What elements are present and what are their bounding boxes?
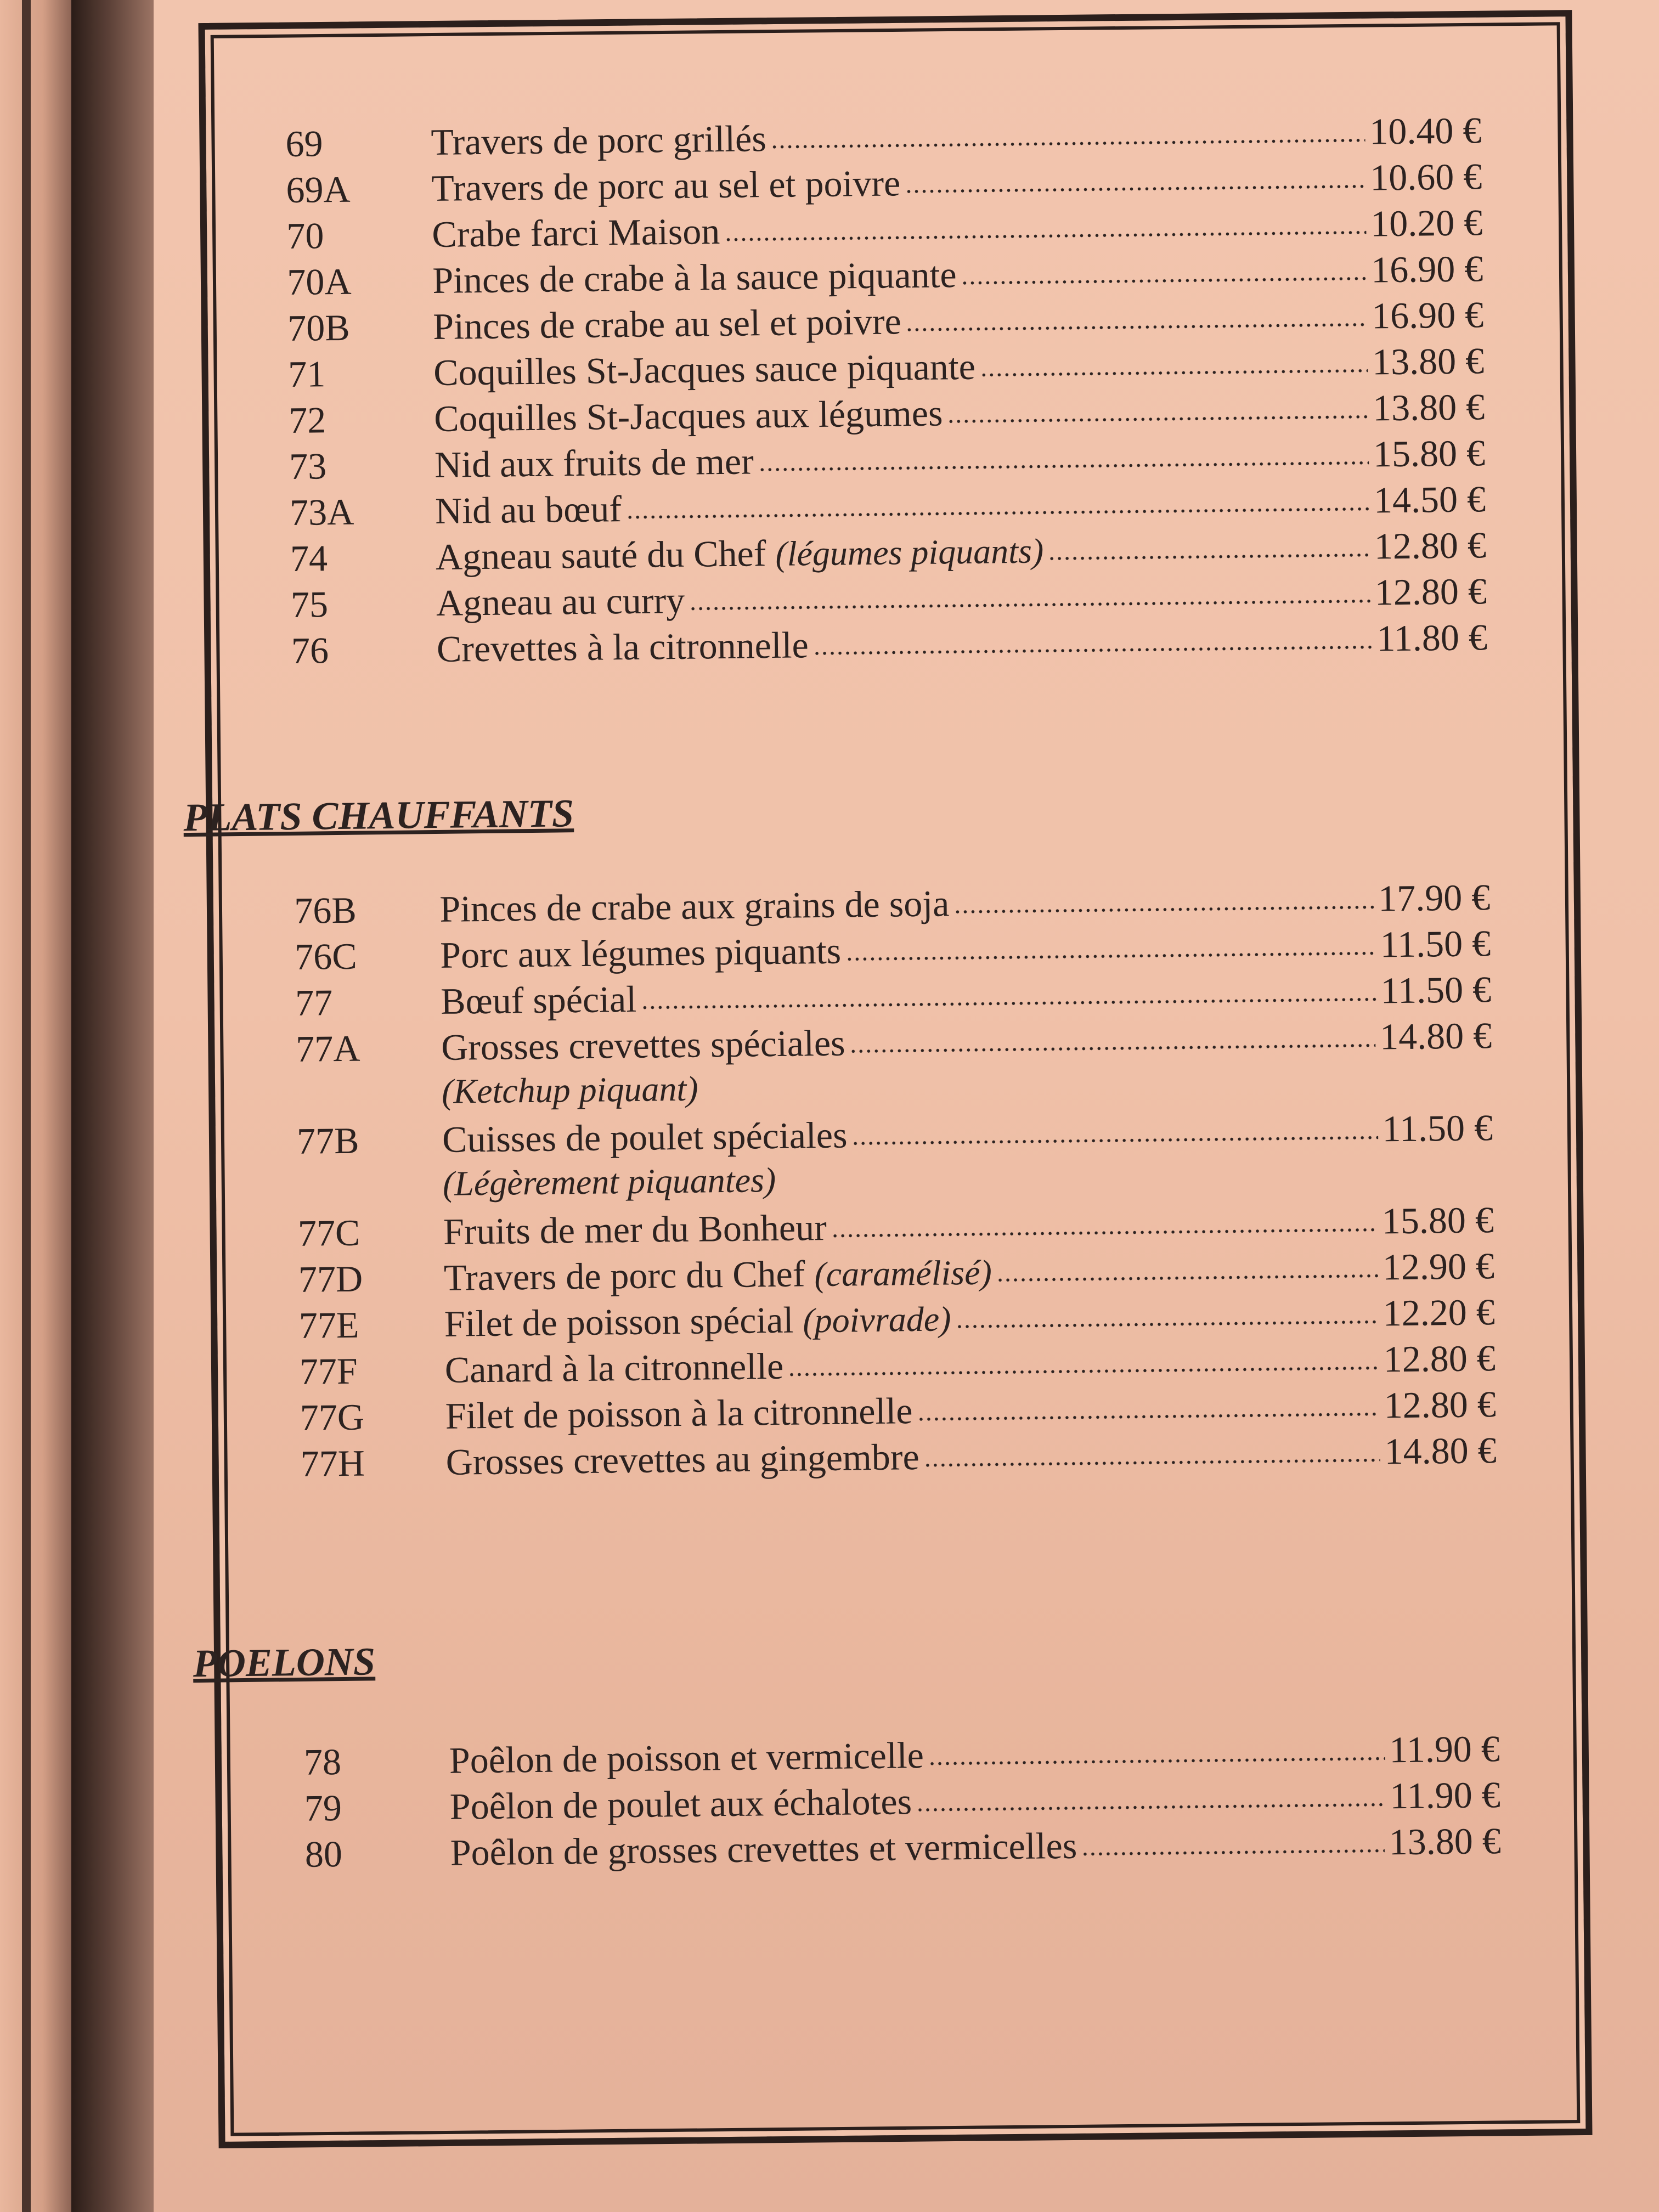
item-price: 12.80 € [1374, 524, 1487, 567]
item-name-text: Nid au bœuf [435, 488, 622, 532]
dot-leader [905, 183, 1365, 196]
item-name-text: Bœuf spécial [440, 978, 637, 1022]
item-name-text: Grosses crevettes au gingembre [445, 1436, 920, 1483]
dot-leader [917, 1410, 1380, 1424]
item-name-text: Agneau au curry [436, 579, 685, 624]
item-number: 73A [289, 490, 354, 533]
item-number: 70A [286, 260, 352, 303]
item-name [441, 1020, 845, 1070]
dot-leader [831, 1226, 1378, 1240]
item-name [431, 160, 901, 211]
dot-leader [641, 996, 1376, 1012]
item-name-text: Porc aux légumes piquants [439, 929, 842, 976]
item-number: 72 [288, 399, 326, 441]
item-name-text: Coquilles St-Jacques sauce piquante [433, 345, 976, 393]
item-subnote: (Légèrement piquantes) [442, 1160, 776, 1203]
dot-leader [996, 1272, 1378, 1284]
item-price: 11.90 € [1389, 1774, 1501, 1817]
dish-list-plats-chauffants [294, 874, 1497, 1487]
item-number: 77E [298, 1304, 359, 1346]
item-number: 75 [290, 583, 329, 625]
item-name [435, 438, 754, 488]
item-name [449, 1778, 912, 1830]
item-name [442, 1112, 848, 1163]
dot-leader [1081, 1847, 1385, 1858]
item-price: 14.50 € [1373, 478, 1486, 521]
item-name-text: Filet de poisson à la citronnelle [445, 1390, 913, 1437]
item-price: 13.80 € [1372, 386, 1485, 429]
item-name-text: Poêlon de poisson et vermicelle [449, 1734, 924, 1781]
item-price: 11.50 € [1380, 922, 1491, 966]
item-name-text: Travers de porc du Chef [443, 1252, 805, 1299]
item-name [435, 486, 622, 534]
item-name [450, 1822, 1077, 1876]
item-name-text: Fruits de mer du Bonheur [443, 1206, 827, 1252]
item-number: 77C [297, 1211, 360, 1254]
item-price: 12.80 € [1384, 1383, 1497, 1426]
dot-leader [961, 275, 1367, 287]
dot-leader [953, 904, 1374, 916]
item-name [436, 577, 685, 626]
item-price: 10.40 € [1369, 109, 1482, 153]
item-price: 10.20 € [1370, 201, 1483, 245]
item-name [449, 1732, 924, 1784]
dot-leader [947, 413, 1369, 426]
dot-leader [845, 950, 1376, 963]
dot-leader [788, 1364, 1379, 1379]
item-name [445, 1434, 919, 1485]
menu-binding-gutter [71, 0, 154, 2212]
item-price: 12.80 € [1383, 1337, 1496, 1380]
adjacent-page-edge [0, 0, 71, 2212]
item-price: 16.90 € [1370, 247, 1483, 291]
item-name-text: Canard à la citronnelle [444, 1345, 784, 1391]
item-number: 71 [287, 353, 326, 395]
item-name [443, 1249, 992, 1302]
item-name [436, 622, 809, 672]
item-number: 76C [294, 935, 358, 978]
dot-leader [916, 1801, 1385, 1814]
item-price: 12.20 € [1383, 1291, 1496, 1334]
item-price: 15.80 € [1381, 1199, 1494, 1242]
item-price: 11.80 € [1376, 616, 1488, 659]
item-price: 10.60 € [1369, 155, 1482, 199]
section-title-plats-chauffants: PLATS CHAUFFANTS [183, 791, 574, 840]
dot-leader [758, 459, 1369, 474]
item-number: 70B [287, 306, 351, 349]
item-name [431, 115, 766, 165]
item-price: 11.50 € [1382, 1107, 1493, 1150]
item-number: 69 [285, 122, 323, 165]
item-name-text: Pinces de crabe au sel et poivre [432, 300, 902, 347]
dot-leader [626, 505, 1369, 521]
item-name-text: Nid aux fruits de mer [434, 440, 754, 486]
item-number: 77F [299, 1350, 358, 1392]
item-name [436, 527, 1044, 581]
item-number: 73 [289, 445, 327, 487]
dot-leader [906, 321, 1368, 334]
item-name-text: Pinces de crabe à la sauce piquante [432, 253, 957, 301]
item-note: (poivrade) [802, 1299, 951, 1340]
item-price: 14.80 € [1379, 1014, 1492, 1058]
item-number: 77G [300, 1396, 365, 1438]
item-name [434, 390, 943, 442]
item-name-text: Cuisses de poulet spéciales [442, 1114, 848, 1160]
item-name-text: Agneau sauté du Chef [435, 532, 766, 578]
item-name-text: Filet de poisson spécial [444, 1299, 794, 1345]
item-price: 12.80 € [1374, 570, 1487, 613]
item-name [433, 298, 901, 349]
item-number: 80 [304, 1833, 343, 1875]
item-number: 77H [300, 1442, 365, 1485]
dot-leader [771, 137, 1365, 151]
item-number: 78 [303, 1741, 342, 1783]
dot-leader [924, 1457, 1380, 1469]
dot-leader [850, 1042, 1376, 1056]
dish-list-group-1 [285, 107, 1487, 674]
item-name [432, 208, 720, 257]
item-name [440, 928, 842, 978]
item-name [432, 251, 957, 303]
item-price: 13.80 € [1389, 1820, 1502, 1863]
dot-leader [813, 644, 1373, 658]
item-number: 77 [295, 981, 333, 1024]
dot-leader [928, 1754, 1385, 1767]
item-price: 11.90 € [1389, 1728, 1500, 1771]
item-name [443, 1204, 827, 1255]
item-note: (légumes piquants) [775, 531, 1044, 573]
item-price: 16.90 € [1371, 294, 1484, 337]
item-number: 74 [290, 537, 328, 579]
item-number: 76B [294, 889, 357, 932]
item-price: 11.50 € [1380, 968, 1492, 1012]
item-number: 77B [296, 1119, 359, 1162]
item-number: 77D [298, 1257, 363, 1300]
item-name-text: Coquilles St-Jacques aux légumes [433, 392, 943, 439]
item-number: 79 [304, 1787, 342, 1829]
item-name-text: Travers de porc grillés [431, 117, 767, 163]
dot-leader [689, 597, 1370, 613]
item-number: 69A [285, 168, 351, 211]
item-price: 17.90 € [1378, 876, 1491, 919]
item-name-text: Poêlon de poulet aux échalotes [449, 1780, 912, 1827]
item-name [439, 880, 950, 932]
dish-list-poelons [303, 1725, 1501, 1877]
dot-leader [852, 1134, 1378, 1148]
item-number: 76 [291, 629, 329, 672]
item-name [433, 343, 976, 396]
item-subnote: (Ketchup piquant) [441, 1069, 698, 1111]
item-price: 12.90 € [1382, 1245, 1495, 1288]
item-note: (caramélisé) [814, 1252, 992, 1294]
item-name-text: Poêlon de grosses crevettes et vermicelles [450, 1824, 1077, 1874]
item-price: 14.80 € [1384, 1429, 1497, 1472]
menu-content [183, 107, 1502, 1877]
dot-leader [980, 367, 1368, 379]
item-name [444, 1295, 951, 1347]
item-name [445, 1387, 913, 1439]
item-name-text: Crabe farci Maison [431, 210, 720, 255]
item-price: 13.80 € [1372, 340, 1485, 383]
item-name-text: Grosses crevettes spéciales [441, 1022, 845, 1068]
dot-leader [1048, 551, 1370, 563]
dot-leader [724, 229, 1366, 244]
item-name [444, 1343, 783, 1393]
dot-leader [956, 1318, 1379, 1331]
item-name-text: Crevettes à la citronnelle [436, 624, 809, 670]
item-price: 15.80 € [1373, 432, 1486, 475]
section-title-poelons: POELONS [193, 1639, 376, 1686]
item-name-text: Travers de porc au sel et poivre [431, 162, 901, 209]
item-number: 70 [286, 215, 324, 257]
item-name [441, 976, 637, 1024]
item-name-text: Pinces de crabe aux grains de soja [439, 882, 950, 930]
item-number: 77A [295, 1027, 360, 1070]
